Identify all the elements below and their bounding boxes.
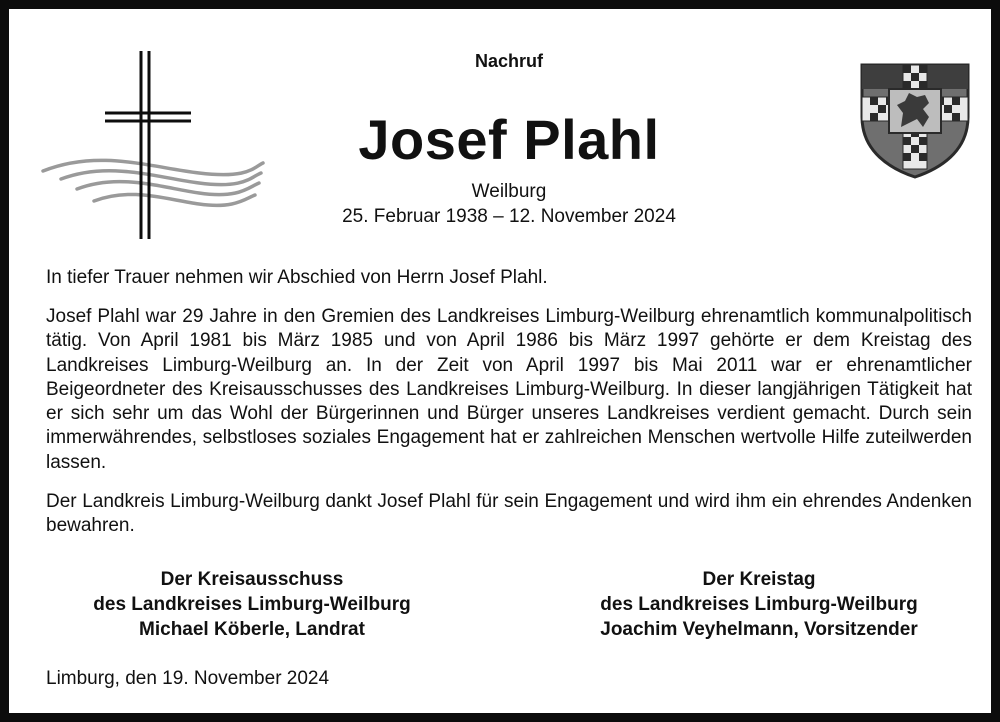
closing-paragraph: Der Landkreis Limburg-Weilburg dankt Josef Plahl für sein Engagement und wird ihm ein ehrendes Andenken bewahren.: [46, 491, 972, 537]
biography-paragraph: Josef Plahl war 29 Jahre in den Gremien des Landkreises Limburg-Weilburg ehrenamtlich kommunalpolitisch tätig. Von April 1981 bis März 1985 und von April 1986 bis März 1997 gehörte er dem Kreistag des Landkreises Limburg-Weilburg an. In der Zeit von April 1997 bis Mai 2011 war er ehrenamtlicher Beigeordneter des Kreisausschusses des Landkreises Limburg-Weilburg. In dieser langjährigen Tätigkeit hat er sich sehr um das Wohl der Bürgerinnen und Bürger unseres Landkreises verdient gemacht. Durch sein immerwährendes, selbstloses soziales Engagement hat er zahlreichen Menschen wertvolle Hilfe zuteilwerden lassen.: [46, 306, 972, 473]
district-coat-of-arms-icon: [859, 57, 971, 179]
life-dates: 25. Februar 1938 – 12. November 2024: [342, 206, 676, 227]
opening-paragraph: In tiefer Trauer nehmen wir Abschied von Herrn Josef Plahl.: [46, 267, 548, 288]
notice-kicker: Nachruf: [474, 51, 543, 71]
signature-line: Joachim Veyhelmann, Vorsitzender: [600, 619, 918, 640]
signature-line: Der Kreisausschuss: [160, 569, 344, 590]
deceased-name: Josef Plahl: [358, 108, 660, 171]
signature-block-kreisausschuss: [42, 567, 462, 642]
signature-line: Michael Köberle, Landrat: [139, 619, 365, 640]
signature-line: Der Kreistag: [702, 569, 816, 590]
signature-line: des Landkreises Limburg-Weilburg: [600, 594, 918, 615]
place-and-date: Limburg, den 19. November 2024: [46, 668, 330, 689]
signature-block-kreistag: [549, 567, 969, 642]
signature-line: des Landkreises Limburg-Weilburg: [93, 594, 411, 615]
residence-place: Weilburg: [471, 181, 547, 202]
